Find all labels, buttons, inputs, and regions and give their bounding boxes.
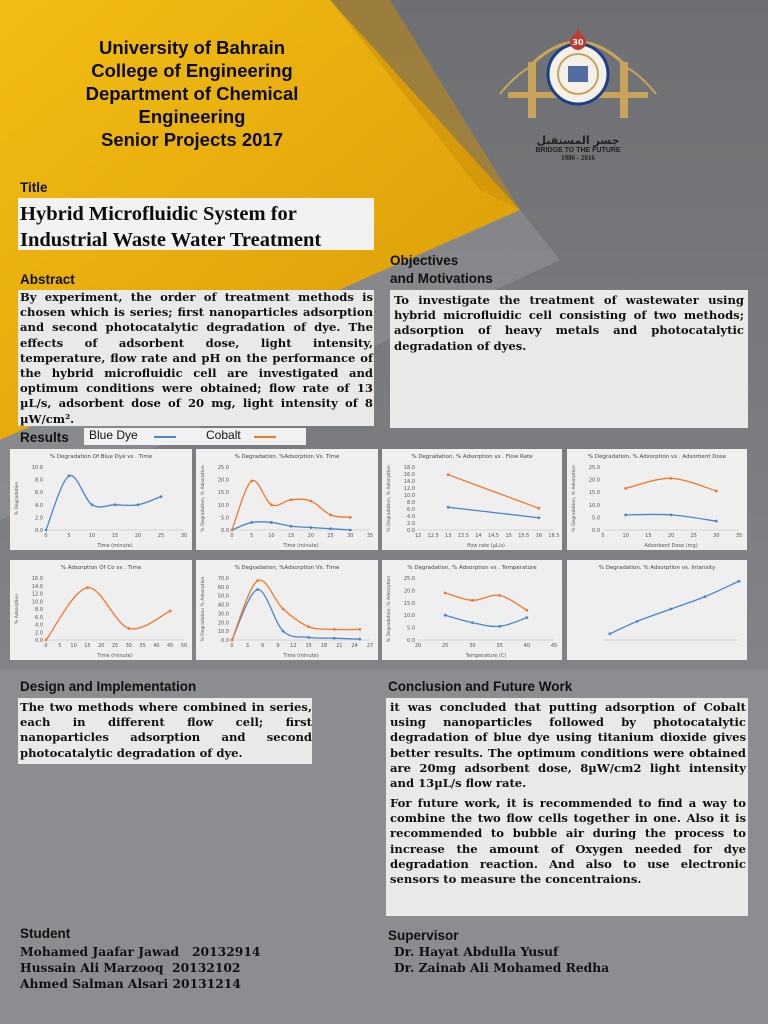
chart-y-tick: 15.0 — [403, 600, 415, 607]
university-logo — [498, 22, 658, 162]
chart-x-tick: 13 — [445, 533, 452, 539]
chart-x-tick: 20 — [307, 533, 315, 539]
university-header — [0, 36, 384, 151]
chart-ylabel: % Degradation, % Adsorption — [572, 465, 577, 532]
chart-x-tick: 15.5 — [518, 533, 530, 539]
chart-point — [738, 580, 741, 583]
chart-point — [333, 628, 336, 631]
chart-point — [290, 498, 293, 501]
chart-y-tick: 12.0 — [31, 591, 43, 598]
student-name-2: Hussain Ali Marzooq 20132102 — [20, 960, 241, 975]
chart-point — [349, 529, 352, 532]
chart-point — [715, 490, 718, 493]
chart-x-tick: 30 — [469, 643, 476, 649]
chart-point — [624, 487, 627, 490]
chart-ylabel: % Degradation — [15, 481, 20, 516]
chart-series-line-blue — [232, 589, 360, 640]
chart-y-tick: 70.0 — [217, 576, 229, 582]
chart-point — [256, 579, 259, 582]
chart-x-tick: 14 — [475, 533, 482, 539]
chart-point — [45, 639, 48, 642]
chart-x-tick: 6 — [261, 643, 265, 649]
chart-7 — [567, 560, 747, 660]
chart-x-tick: 35 — [735, 533, 743, 539]
chart-x-tick: 45 — [550, 643, 558, 649]
header-line-department: Department of Chemical — [85, 83, 299, 104]
chart-series-line-blue — [46, 475, 161, 530]
chart-y-tick: 5.0 — [592, 515, 600, 522]
chart-x-tick: 0 — [44, 533, 48, 539]
chart-y-tick: 6.0 — [407, 507, 415, 513]
chart-0 — [10, 449, 192, 550]
chart-point — [358, 638, 361, 641]
legend-orange-label: Cobalt — [206, 428, 241, 442]
chart-y-tick: 20.0 — [217, 620, 229, 627]
chart-x-tick: 5 — [67, 533, 71, 539]
chart-point — [498, 625, 501, 628]
chart-1 — [196, 449, 378, 550]
chart-2 — [382, 449, 562, 550]
chart-point — [715, 520, 718, 523]
chart-point — [471, 599, 474, 602]
chart-y-tick: 4.0 — [407, 514, 415, 520]
chart-point — [270, 521, 273, 524]
chart-x-tick: 0 — [44, 643, 48, 649]
chart-ylabel: % Degradation, % Adsorption — [201, 465, 206, 532]
chart-6 — [382, 560, 562, 660]
chart-x-tick: 40 — [153, 643, 160, 649]
logo-years: 1986 - 2016 — [561, 154, 595, 162]
chart-y-tick: 0.0 — [221, 528, 229, 534]
design-text: The two methods where combined in series, each in different flow cell; first nanoparticles adsorption and second photocatalytic degradation of dye. — [20, 700, 312, 760]
chart-xlabel: Time (minute) — [97, 653, 133, 659]
chart-x-tick: 20 — [98, 643, 105, 649]
chart-title: % Adsorption Of Co vs . Time — [60, 565, 142, 571]
chart-y-tick: 10.0 — [31, 465, 43, 471]
chart-y-tick: 16.0 — [403, 472, 415, 478]
chart-3 — [567, 449, 747, 550]
chart-point — [333, 637, 336, 640]
chart-series-line-blue — [445, 615, 527, 626]
chart-point — [127, 627, 130, 630]
supervisor-name-2: Dr. Zainab Ali Mohamed Redha — [394, 960, 610, 975]
chart-title: % Degradation, %Adsorption Vs. Time — [234, 565, 340, 571]
chart-x-tick: 20 — [414, 643, 422, 649]
chart-point — [307, 625, 310, 628]
chart-title: % Degradation Of Blue Dye vs . Time — [49, 454, 153, 460]
chart-svg — [196, 449, 378, 550]
chart-point — [447, 506, 450, 509]
conclusion-para-1: it was concluded that putting adsorption of Cobalt using nanoparticles followed by photocatalytic degradation of blue dye using titanium dioxide gives better results. The optimum conditions were obtained are 20mg adsorbent dose, 8µW/cm2 light intensity and 13µL/s flow rate. — [390, 700, 746, 791]
chart-y-tick: 0.0 — [407, 528, 415, 534]
chart-point — [525, 609, 528, 612]
chart-point — [525, 616, 528, 619]
chart-title: % Degradation, % Adsorption vs. Intensity — [598, 565, 716, 571]
chart-4 — [10, 560, 192, 660]
chart-y-tick: 40.0 — [217, 602, 229, 609]
chart-x-tick: 18 — [320, 643, 328, 649]
chart-y-tick: 25.0 — [403, 576, 415, 582]
chart-point — [309, 526, 312, 529]
chart-x-tick: 5 — [250, 533, 254, 539]
chart-point — [349, 516, 352, 519]
chart-point — [86, 586, 89, 589]
chart-series-line-orange — [626, 478, 717, 491]
chart-y-tick: 8.0 — [35, 607, 43, 613]
chart-y-tick: 8.0 — [407, 500, 415, 506]
chart-xlabel: Time (minute) — [283, 653, 319, 659]
logo-motto: BRIDGE TO THE FUTURE — [535, 147, 621, 154]
title-label: Title — [20, 180, 48, 195]
chart-x-tick: 45 — [167, 643, 174, 649]
chart-y-tick: 14.0 — [31, 583, 43, 590]
student-name-3: Ahmed Salman Alsari 20131214 — [20, 976, 241, 991]
chart-y-tick: 15.0 — [588, 490, 600, 497]
chart-point — [160, 495, 163, 498]
chart-point — [704, 595, 707, 598]
student-list — [20, 944, 260, 992]
chart-xlabel: Temperature (C) — [465, 653, 507, 659]
supervisor-heading: Supervisor — [388, 928, 459, 943]
chart-point — [45, 529, 48, 532]
chart-y-tick: 16.0 — [31, 576, 43, 582]
chart-y-tick: 0.0 — [407, 638, 415, 644]
chart-ylabel: % Degradation % Adsorption — [201, 576, 206, 642]
chart-point — [670, 513, 673, 516]
chart-point — [250, 479, 253, 482]
chart-point — [137, 503, 140, 506]
chart-x-tick: 30 — [180, 533, 188, 539]
chart-point — [256, 588, 259, 591]
chart-x-tick: 0 — [230, 533, 234, 539]
chart-y-tick: 10.0 — [31, 599, 43, 606]
chart-x-tick: 21 — [336, 643, 343, 649]
chart-svg — [567, 449, 747, 550]
chart-x-tick: 27 — [366, 643, 374, 649]
legend-blue-label: Blue Dye — [89, 428, 138, 442]
chart-y-tick: 6.0 — [35, 614, 43, 621]
chart-point — [68, 474, 71, 477]
student-name-1: Mohamed Jaafar Jawad 20132914 — [20, 944, 261, 959]
chart-point — [358, 628, 361, 631]
chart-x-tick: 10 — [88, 533, 96, 539]
chart-x-tick: 35 — [139, 643, 146, 649]
chart-y-tick: 15.0 — [217, 490, 229, 497]
bridge-emblem-icon — [498, 22, 658, 132]
chart-x-tick: 25 — [157, 533, 165, 539]
chart-x-tick: 30 — [125, 643, 132, 649]
results-legend — [84, 428, 306, 445]
chart-y-tick: 5.0 — [221, 515, 229, 522]
chart-point — [624, 513, 627, 516]
chart-svg — [382, 560, 562, 660]
chart-y-tick: 10.0 — [403, 613, 415, 620]
chart-ylabel: % Adsorption — [15, 594, 20, 624]
chart-series-line-blue — [448, 507, 539, 518]
chart-point — [537, 507, 540, 510]
chart-x-tick: 5 — [601, 533, 605, 539]
chart-xlabel: Time (minute) — [283, 543, 319, 549]
chart-x-tick: 20 — [667, 533, 675, 539]
chart-series-line-orange — [445, 593, 527, 610]
supervisor-name-1: Dr. Hayat Abdulla Yusuf — [394, 944, 559, 959]
abstract-heading: Abstract — [20, 272, 75, 287]
chart-xlabel: Adsorbent Dose (mg) — [644, 543, 698, 549]
chart-point — [444, 614, 447, 617]
chart-title: % Degradation, % Adsorption vs . Temperature — [407, 565, 537, 571]
chart-x-tick: 3 — [245, 643, 249, 649]
chart-x-tick: 12 — [414, 533, 422, 539]
chart-xlabel: flow rate (µL/s) — [467, 543, 505, 549]
chart-y-tick: 6.0 — [35, 490, 43, 497]
chart-x-tick: 13.5 — [457, 533, 469, 539]
chart-y-tick: 0.0 — [221, 638, 229, 644]
chart-svg — [567, 560, 747, 660]
chart-y-tick: 20.0 — [588, 477, 600, 484]
chart-svg — [10, 449, 192, 550]
results-heading: Results — [20, 430, 69, 445]
legend-blue-line — [154, 436, 176, 438]
chart-point — [270, 503, 273, 506]
chart-x-tick: 15 — [111, 533, 119, 539]
chart-point — [670, 477, 673, 480]
chart-point — [114, 503, 117, 506]
chart-point — [329, 527, 332, 530]
chart-y-tick: 10.0 — [217, 502, 229, 509]
chart-point — [636, 620, 639, 623]
chart-y-tick: 25.0 — [217, 465, 229, 471]
chart-point — [608, 632, 611, 635]
chart-point — [329, 513, 332, 516]
chart-title: % Degradation, % Adsorption vs . Flow Rate — [411, 454, 533, 460]
chart-y-tick: 2.0 — [407, 521, 415, 527]
objectives-heading-line2: and Motivations — [390, 271, 493, 286]
chart-x-tick: 16 — [535, 533, 543, 539]
chart-x-tick: 40 — [523, 643, 530, 649]
chart-x-tick: 25 — [442, 643, 449, 649]
chart-point — [444, 591, 447, 594]
poster-title: Hybrid Microfluidic System for Industrial Waste Water Treatment — [20, 203, 322, 251]
header-line-senior-projects: Senior Projects 2017 — [100, 129, 283, 150]
chart-x-tick: 50 — [180, 643, 188, 649]
design-heading: Design and Implementation — [20, 679, 197, 694]
chart-x-tick: 12.5 — [427, 533, 439, 539]
student-heading: Student — [20, 926, 71, 941]
chart-x-tick: 24 — [351, 643, 358, 649]
chart-svg — [382, 449, 562, 550]
chart-y-tick: 4.0 — [35, 622, 43, 629]
chart-x-tick: 16.5 — [548, 533, 560, 539]
chart-ylabel: % Degradation, % Adsorption — [387, 465, 392, 532]
chart-y-tick: 2.0 — [35, 515, 43, 522]
chart-x-tick: 25 — [327, 533, 334, 539]
chart-x-tick: 15 — [84, 643, 91, 649]
chart-point — [250, 521, 253, 524]
chart-x-tick: 20 — [134, 533, 142, 539]
legend-orange-line — [254, 436, 276, 438]
chart-point — [498, 594, 501, 597]
chart-svg — [10, 560, 192, 660]
chart-x-tick: 0 — [230, 643, 234, 649]
chart-x-tick: 15 — [287, 533, 295, 539]
chart-point — [670, 608, 673, 611]
chart-x-tick: 5 — [58, 643, 62, 649]
chart-x-tick: 10 — [268, 533, 275, 539]
chart-x-tick: 15 — [305, 643, 312, 649]
chart-title: % Degradation, %Adsorption Vs. Time — [234, 454, 340, 460]
chart-title: % Degradation, % Adsorption vs . Adsorbent Dose — [587, 454, 727, 460]
chart-y-tick: 20.0 — [403, 588, 415, 595]
chart-y-tick: 50.0 — [217, 593, 229, 600]
chart-xlabel: Time (minute) — [97, 543, 133, 549]
chart-y-tick: 5.0 — [407, 625, 415, 632]
chart-series-line-orange — [46, 588, 170, 640]
conclusion-para-2: For future work, it is recommended to find a way to combine the two flow cells together in one. Also it is recommended to bubble air during the process to increase the amount of Oxygen needed for dye degradation reaction. And also to use electronic sensors to measure the concentraions. — [390, 796, 746, 887]
objectives-heading-line1: Objectives — [390, 253, 459, 268]
chart-point — [231, 529, 234, 532]
chart-x-tick: 10 — [70, 643, 77, 649]
chart-y-tick: 0.0 — [35, 528, 43, 534]
chart-series-line-blue — [610, 581, 739, 634]
chart-y-tick: 10.0 — [217, 629, 229, 636]
objectives-heading — [390, 252, 493, 288]
chart-y-tick: 0.0 — [592, 528, 600, 534]
chart-y-tick: 2.0 — [35, 630, 43, 637]
chart-svg — [196, 560, 378, 660]
chart-y-tick: 10.0 — [403, 493, 415, 499]
header-line-engineering: Engineering — [138, 106, 246, 127]
chart-series-line-orange — [232, 580, 360, 640]
chart-x-tick: 30 — [347, 533, 354, 539]
chart-x-tick: 15 — [645, 533, 652, 539]
chart-x-tick: 30 — [713, 533, 720, 539]
chart-point — [282, 608, 285, 611]
chart-point — [290, 525, 293, 528]
chart-y-tick: 0.0 — [35, 638, 43, 644]
chart-point — [307, 636, 310, 639]
chart-y-tick: 60.0 — [217, 584, 229, 591]
chart-x-tick: 14.5 — [487, 533, 500, 539]
logo-years-badge: 30 — [572, 38, 584, 47]
chart-y-tick: 18.0 — [403, 465, 415, 471]
chart-y-tick: 10.0 — [588, 502, 600, 509]
header-line-college: College of Engineering — [91, 60, 293, 81]
chart-x-tick: 12 — [290, 643, 297, 649]
chart-point — [231, 639, 234, 642]
chart-5 — [196, 560, 378, 660]
header-line-university: University of Bahrain — [98, 37, 286, 58]
chart-y-tick: 12.0 — [403, 486, 415, 492]
chart-y-tick: 8.0 — [35, 477, 43, 484]
chart-x-tick: 35 — [366, 533, 374, 539]
abstract-text: By experiment, the order of treatment methods is chosen which is series; first nanoparticles adsorption and second photocatalytic degradation of dye. The effects of adsorbent dose, light intensity, temperature, flow rate and pH on the performance of the hybrid microfluidic cell are investigated and optimum conditions were obtained; flow rate of 13 µL/s, adsorbent dose of 20 mg, light intensity of 8 µW/cm². — [20, 290, 373, 426]
chart-point — [537, 516, 540, 519]
chart-point — [471, 621, 474, 624]
chart-x-tick: 25 — [111, 643, 119, 649]
chart-point — [309, 500, 312, 503]
chart-point — [169, 610, 172, 613]
chart-point — [91, 503, 94, 506]
chart-series-line-orange — [448, 475, 539, 509]
chart-x-tick: 9 — [276, 643, 280, 649]
logo-arabic-text: جسر المستقبل — [536, 134, 620, 147]
objectives-text: To investigate the treatment of wastewater using hybrid microfluidic cell consisting of two methods; adsorption of heavy metals and photocatalytic degradation of dyes. — [394, 293, 744, 353]
chart-y-tick: 4.0 — [35, 502, 43, 509]
chart-x-tick: 10 — [622, 533, 629, 539]
chart-y-tick: 20.0 — [217, 477, 229, 484]
chart-point — [447, 473, 450, 476]
conclusion-heading: Conclusion and Future Work — [388, 679, 573, 694]
chart-x-tick: 25 — [690, 533, 697, 539]
chart-x-tick: 15 — [505, 533, 512, 539]
chart-y-tick: 30.0 — [217, 611, 229, 618]
chart-y-tick: 25.0 — [588, 465, 600, 471]
chart-ylabel: % Degradation, % Adsorption — [387, 575, 392, 643]
chart-x-tick: 35 — [496, 643, 503, 649]
supervisor-list — [394, 944, 609, 976]
chart-y-tick: 14.0 — [403, 479, 415, 485]
chart-point — [282, 630, 285, 633]
